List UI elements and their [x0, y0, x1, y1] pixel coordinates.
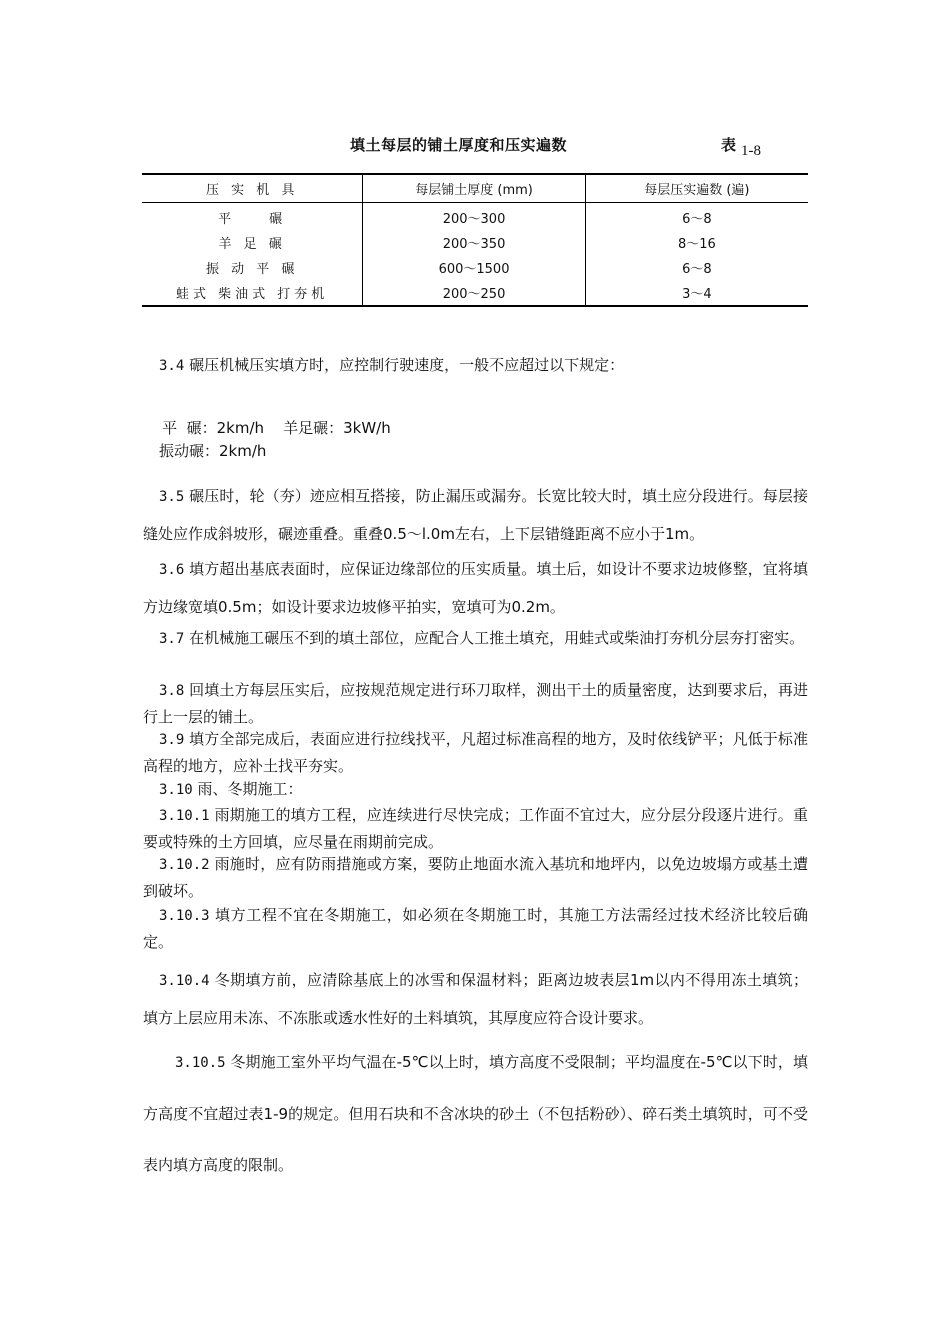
clause-number: 3.4	[159, 358, 185, 374]
clause-number: 3.10.1	[159, 808, 210, 824]
clause-text: 冬期填方前，应清除基底上的冰雪和保温材料；距离边坡表层1m以内不得用冻土填筑；填方上层应用未冻、不冻胀或透水性好的土料填筑，其厚度应符合设计要求。	[143, 971, 808, 1027]
table-row	[142, 203, 808, 231]
cell-thickness: 200～250	[363, 280, 585, 306]
table-header-row	[142, 174, 808, 203]
compaction-table	[142, 173, 808, 307]
paragraph-3-5	[143, 478, 808, 553]
header-passes: 每层压实遍数 (遍)	[585, 174, 808, 203]
cell-thickness: 600～1500	[363, 255, 585, 280]
paragraph-3-10	[143, 776, 808, 803]
cell-passes: 8～16	[585, 230, 808, 255]
header-thickness: 每层铺土厚度 (mm)	[363, 174, 585, 203]
paragraph-3-10-3	[143, 902, 808, 955]
clause-text: 雨施时，应有防雨措施或方案，要防止地面水流入基坑和地坪内，以免边坡塌方或基土遭到破坏。	[143, 855, 808, 900]
clause-number: 3.10.2	[159, 857, 210, 873]
clause-text: 填方超出基底表面时，应保证边缘部位的压实质量。填土后，如设计不要求边坡修整，宜将填方边缘宽填0.5m；如设计要求边坡修平拍实，宽填可为0.2m。	[143, 560, 808, 616]
clause-number: 3.7	[159, 631, 185, 647]
clause-number: 3.10.3	[159, 908, 210, 924]
paragraph-3-8	[143, 677, 808, 730]
clause-text: 雨、冬期施工：	[197, 780, 303, 798]
table-label: 表	[721, 136, 737, 154]
paragraph-3-10-1	[143, 802, 808, 855]
cell-passes: 3～4	[585, 280, 808, 306]
cell-machine: 振 动 平 碾	[205, 262, 299, 277]
table-row	[142, 230, 808, 255]
table-row	[142, 255, 808, 280]
clause-number: 3.8	[159, 683, 185, 699]
clause-text: 填方全部完成后，表面应进行拉线找平，凡超过标准高程的地方，及时依线铲平；凡低于标准高程的地方，应补土找平夯实。	[143, 730, 808, 775]
clause-number: 3.6	[159, 562, 185, 578]
clause-number: 3.5	[159, 489, 185, 505]
paragraph-3-7	[143, 625, 808, 652]
cell-passes: 6～8	[585, 203, 808, 231]
paragraph-3-10-4	[143, 962, 808, 1037]
clause-number: 3.9	[159, 732, 185, 748]
cell-thickness: 200～350	[363, 230, 585, 255]
clause-text: 填方工程不宜在冬期施工，如必须在冬期施工时，其施工方法需经过技术经济比较后确定。	[143, 906, 808, 951]
speed-line: 振动碾：2km/h	[159, 442, 267, 460]
paragraph-3-10-2	[143, 851, 808, 904]
clause-text: 冬期施工室外平均气温在-5℃以上时，填方高度不受限制；平均温度在-5℃以下时，填方高度不宜超过表1-9的规定。但用石块和不含冰块的砂土（不包括粉砂）、碎石类土填筑时，可不受表内填方高度的限制。	[143, 1053, 808, 1174]
table-number: 1-8	[741, 143, 761, 159]
clause-text: 雨期施工的填方工程，应连续进行尽快完成；工作面不宜过大，应分层分段逐片进行。重要或特殊的土方回填，应尽量在雨期前完成。	[143, 806, 808, 851]
clause-text: 碾压机械压实填方时，应控制行驶速度，一般不应超过以下规定：	[189, 356, 625, 374]
cell-machine: 蛙式 柴油式 打夯机	[142, 280, 363, 306]
paragraph-3-6	[143, 551, 808, 626]
cell-passes: 6～8	[585, 255, 808, 280]
clause-text: 在机械施工碾压不到的填土部位，应配合人工推土填充，用蛙式或柴油打夯机分层夯打密实。	[189, 629, 805, 647]
clause-text: 回填土方每层压实后，应按规范规定进行环刀取样，测出干土的质量密度，达到要求后，再进行上一层的铺土。	[143, 681, 808, 726]
paragraph-speed-2	[143, 438, 808, 464]
paragraph-3-4	[143, 352, 808, 379]
clause-text: 碾压时，轮（夯）迹应相互搭接，防止漏压或漏夯。长宽比较大时，填土应分段进行。每层接缝处应作成斜坡形，碾迹重叠。重叠0.5～l.0m左右，上下层错缝距离不应小于1m。	[143, 487, 808, 543]
clause-number: 3.10.4	[159, 973, 210, 989]
table-title: 填土每层的铺土厚度和压实遍数	[350, 136, 568, 154]
cell-machine: 平 碾	[218, 212, 287, 227]
paragraph-3-10-5	[143, 1037, 808, 1191]
paragraph-3-9	[143, 726, 808, 779]
header-machine: 压 实 机 具	[142, 174, 363, 203]
clause-number: 3.10.5	[175, 1055, 226, 1071]
cell-machine: 羊 足 碾	[218, 237, 286, 252]
cell-thickness: 200～300	[363, 203, 585, 231]
table-row	[142, 280, 808, 306]
clause-number: 3.10	[159, 782, 193, 798]
speed-line: 平 碾：2km/h 羊足碾：3kW/h	[162, 419, 391, 437]
